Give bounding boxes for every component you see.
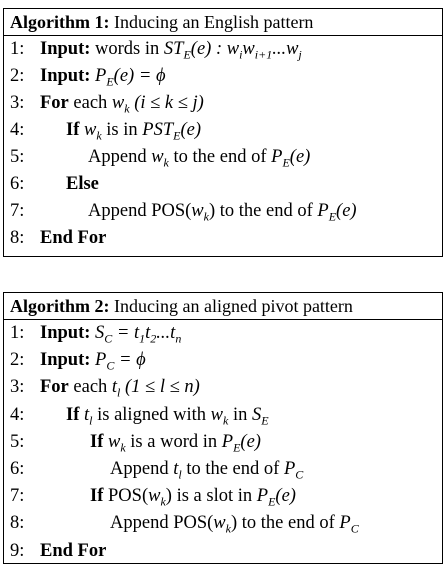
text: words in bbox=[90, 39, 164, 59]
math: P bbox=[221, 431, 234, 452]
subscript: E bbox=[268, 494, 276, 509]
math: = t bbox=[112, 323, 140, 343]
math: ...w bbox=[272, 39, 299, 59]
math: (e) bbox=[275, 486, 296, 507]
subscript: k bbox=[160, 494, 166, 509]
algo1-line-2 bbox=[4, 63, 442, 90]
line-number: 1: bbox=[10, 323, 25, 343]
subscript: j bbox=[298, 47, 302, 62]
algorithm-2-title-text: Inducing an aligned pivot pattern bbox=[113, 296, 353, 316]
line-number: 4: bbox=[10, 404, 25, 425]
subscript: C bbox=[104, 331, 113, 346]
subscript: l bbox=[117, 386, 121, 401]
keyword: Input: bbox=[40, 350, 91, 371]
math: w bbox=[210, 404, 224, 425]
text: to the end of bbox=[168, 147, 272, 167]
text: Append POS( bbox=[88, 201, 192, 221]
keyword: Else bbox=[66, 174, 99, 194]
subscript: C bbox=[106, 358, 115, 373]
algo1-line-6 bbox=[4, 171, 442, 198]
subscript: C bbox=[350, 522, 359, 536]
subscript: E bbox=[328, 209, 337, 224]
algo2-line-9 bbox=[4, 538, 442, 565]
math: t bbox=[84, 404, 90, 425]
math: (e) : w bbox=[190, 39, 240, 59]
subscript: 2 bbox=[150, 331, 157, 346]
algo2-line-4 bbox=[4, 402, 442, 429]
subscript: 1 bbox=[139, 331, 146, 346]
algo2-line-7 bbox=[4, 483, 442, 510]
algo2-line-2 bbox=[4, 347, 442, 374]
math: P bbox=[271, 147, 283, 167]
math: P bbox=[317, 201, 329, 221]
line-number: 4: bbox=[10, 120, 25, 140]
algo1-line-7 bbox=[4, 198, 442, 225]
keyword: If bbox=[66, 404, 80, 425]
algorithm-2-title bbox=[4, 293, 442, 320]
algorithm-1-title-text: Inducing an English pattern bbox=[113, 12, 314, 32]
math: (e) = ϕ bbox=[113, 66, 166, 86]
line-number: 2: bbox=[10, 66, 25, 86]
subscript: E bbox=[173, 128, 181, 143]
line-number: 8: bbox=[10, 513, 25, 534]
algo2-line-8 bbox=[4, 510, 442, 537]
algorithm-2-box bbox=[3, 292, 443, 564]
subscript: E bbox=[183, 47, 191, 62]
math: ...t bbox=[156, 323, 176, 343]
line-number: 3: bbox=[10, 377, 25, 398]
subscript: E bbox=[233, 440, 241, 455]
text: in bbox=[228, 404, 252, 425]
math: w bbox=[111, 93, 125, 113]
math: P bbox=[256, 486, 269, 507]
line-number: 8: bbox=[10, 228, 25, 248]
keyword: For bbox=[40, 93, 69, 113]
text: is a word in bbox=[125, 431, 222, 452]
line-number: 6: bbox=[10, 174, 25, 194]
subscript: k bbox=[225, 522, 231, 536]
line-number: 7: bbox=[10, 486, 25, 507]
line-number: 7: bbox=[10, 201, 25, 221]
text: is aligned with bbox=[92, 404, 211, 425]
math: (1 ≤ l ≤ n) bbox=[120, 377, 200, 398]
keyword: If bbox=[90, 431, 104, 452]
algorithm-1-box bbox=[3, 8, 443, 257]
math: w bbox=[242, 39, 255, 59]
math: (e) bbox=[289, 147, 311, 167]
keyword: Input: bbox=[40, 323, 91, 343]
text: Append bbox=[110, 458, 174, 479]
text: each bbox=[68, 93, 112, 113]
algo1-line-8 bbox=[4, 225, 442, 252]
math: (i ≤ k ≤ j) bbox=[129, 93, 204, 113]
line-number: 3: bbox=[10, 93, 25, 113]
algo1-line-5 bbox=[4, 144, 442, 171]
algo2-line-1 bbox=[4, 320, 442, 347]
math: w bbox=[191, 201, 204, 221]
math: = ϕ bbox=[114, 350, 146, 371]
math: t bbox=[173, 458, 179, 479]
algo1-line-1 bbox=[4, 36, 442, 63]
math: (e) bbox=[336, 201, 357, 221]
keyword: Input: bbox=[40, 66, 91, 86]
subscript: k bbox=[223, 413, 229, 428]
text: ) is a slot in bbox=[165, 486, 257, 507]
math: P bbox=[283, 458, 296, 479]
keyword: If bbox=[66, 120, 80, 140]
subscript: n bbox=[175, 331, 182, 346]
subscript: E bbox=[282, 155, 290, 170]
subscript: k bbox=[203, 209, 209, 224]
math: w bbox=[108, 431, 121, 452]
subscript: k bbox=[96, 128, 102, 143]
math: w bbox=[213, 513, 226, 534]
algorithm-1-title bbox=[4, 9, 442, 36]
line-number: 1: bbox=[10, 39, 25, 59]
text: ) to the end of bbox=[208, 201, 318, 221]
math: PST bbox=[142, 120, 174, 140]
math: t bbox=[111, 377, 118, 398]
math: w bbox=[151, 147, 164, 167]
subscript: C bbox=[295, 467, 304, 482]
text: is in bbox=[101, 120, 143, 140]
math: S bbox=[95, 323, 105, 343]
subscript: l bbox=[178, 467, 182, 482]
math: ST bbox=[163, 39, 184, 59]
algo2-line-5 bbox=[4, 429, 442, 456]
math: P bbox=[95, 66, 107, 86]
line-number: 2: bbox=[10, 350, 25, 371]
subscript: k bbox=[120, 440, 126, 455]
math: t bbox=[145, 323, 151, 343]
algo1-line-4 bbox=[4, 117, 442, 144]
text: ) to the end of bbox=[230, 513, 340, 534]
line-number: 6: bbox=[10, 458, 25, 479]
subscript: E bbox=[106, 74, 114, 89]
text: each bbox=[68, 377, 112, 398]
subscript: E bbox=[261, 413, 269, 428]
text: POS( bbox=[103, 486, 149, 507]
keyword: End For bbox=[40, 228, 107, 248]
subscript: k bbox=[124, 101, 130, 116]
math: w bbox=[148, 486, 161, 507]
line-number: 5: bbox=[10, 431, 25, 452]
math: P bbox=[95, 350, 107, 371]
text: to the end of bbox=[181, 458, 284, 479]
math: (e) bbox=[180, 120, 202, 140]
subscript: i+1 bbox=[254, 47, 273, 62]
subscript: i bbox=[239, 47, 243, 62]
line-number: 9: bbox=[10, 540, 25, 561]
keyword: End For bbox=[40, 540, 107, 561]
algo1-line-3 bbox=[4, 90, 442, 117]
algorithm-2-label: Algorithm 2: bbox=[10, 296, 110, 316]
keyword: Input: bbox=[40, 39, 91, 59]
math: S bbox=[251, 404, 262, 425]
algo2-line-3 bbox=[4, 374, 442, 401]
algorithm-1-label: Algorithm 1: bbox=[10, 12, 110, 32]
text: Append POS( bbox=[110, 513, 214, 534]
math: w bbox=[84, 120, 97, 140]
line-number: 5: bbox=[10, 147, 25, 167]
keyword: For bbox=[40, 377, 69, 398]
subscript: l bbox=[89, 413, 93, 428]
text: Append bbox=[88, 147, 152, 167]
keyword: If bbox=[90, 486, 104, 507]
math: (e) bbox=[240, 431, 261, 452]
subscript: k bbox=[163, 155, 169, 170]
algo2-line-6 bbox=[4, 456, 442, 483]
math: P bbox=[339, 513, 351, 534]
